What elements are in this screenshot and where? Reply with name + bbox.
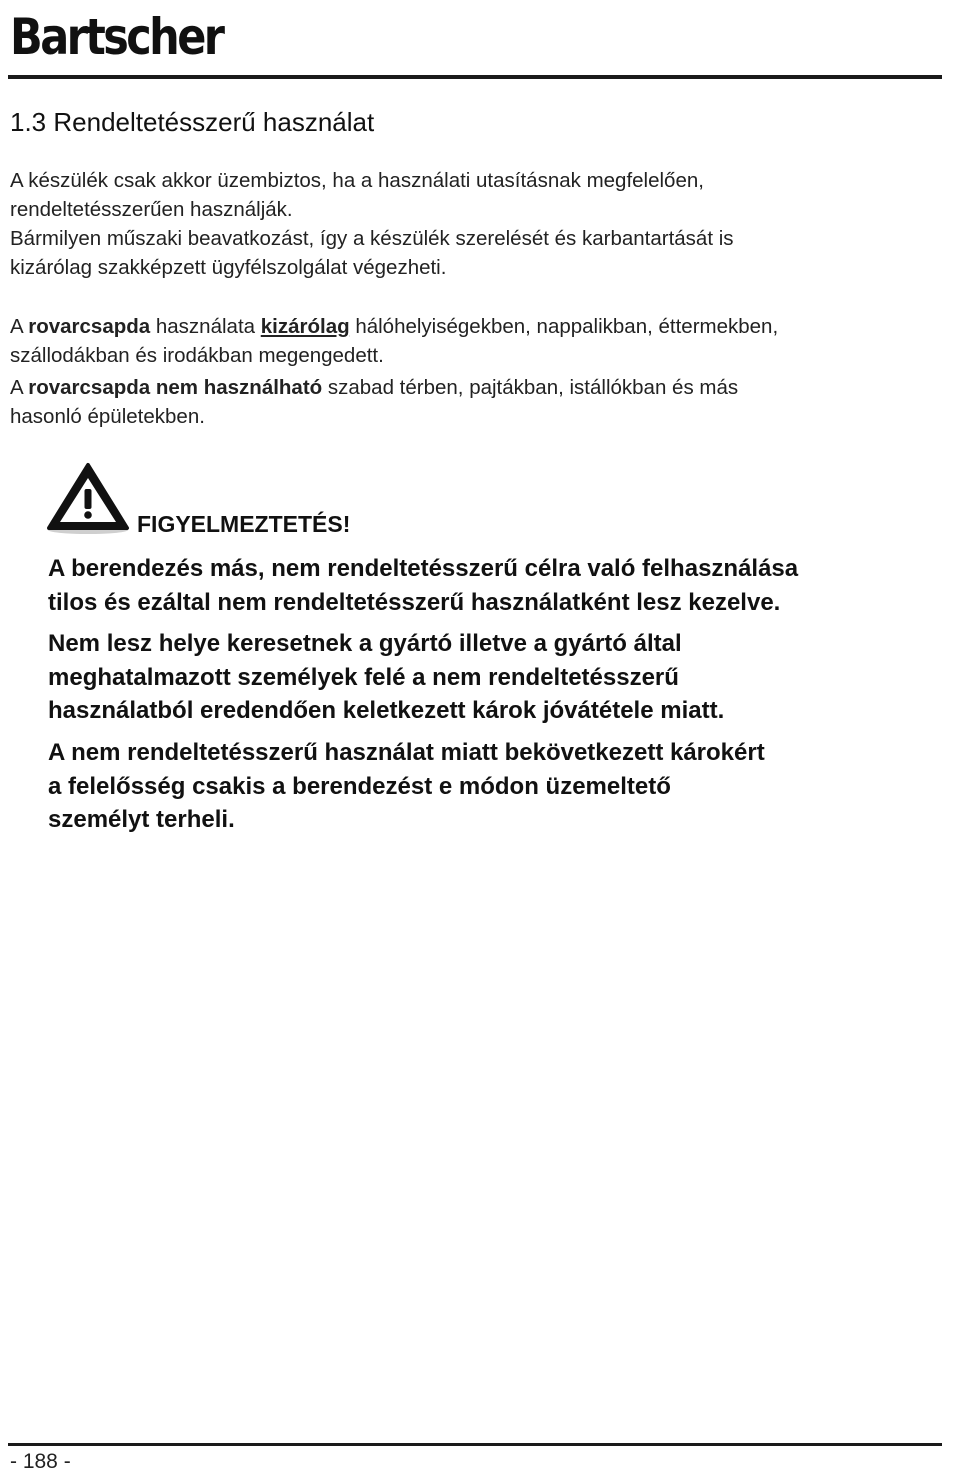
product-name: rovarcsapda — [28, 315, 151, 338]
warning-title: FIGYELMEZTETÉS! — [137, 511, 351, 537]
text-line: A nem rendeltetésszerű használat miatt bekövetkezett károkért — [48, 739, 765, 766]
text-line: meghatalmazott személyek felé a nem rendeltetésszerű — [48, 663, 679, 691]
text-run: A — [10, 315, 29, 338]
warning-paragraph-claims — [48, 627, 953, 728]
prohibited-use-paragraph — [10, 373, 930, 431]
text-line: kizárólag szakképzett ügyfélszolgálat végezheti. — [10, 256, 447, 279]
permitted-use-paragraph — [10, 312, 930, 370]
header-divider — [8, 75, 942, 79]
text-run: szabad térben, pajtákban, istállókban és más — [322, 376, 739, 399]
text-line: A készülék csak akkor üzembiztos, ha a használati utasításnak megfelelően, — [10, 169, 704, 192]
text-run: A — [10, 376, 29, 399]
prohibition-emphasis: rovarcsapda nem használható — [28, 376, 323, 399]
emphasis-exclusively: kizárólag — [260, 315, 350, 338]
text-line: használatból eredendően keletkezett károk jóvátétele miatt. — [48, 697, 725, 724]
warning-paragraph-liability — [48, 736, 953, 837]
section-title: 1.3 Rendeltetésszerű használat — [10, 107, 375, 137]
footer-divider — [8, 1443, 942, 1446]
page-number: - 188 - — [10, 1450, 71, 1473]
brand-logo — [10, 2, 257, 72]
text-run: használata — [150, 315, 261, 338]
text-line: Nem lesz helye keresetnek a gyártó illetve a gyártó által — [48, 630, 682, 657]
intro-paragraph — [10, 166, 930, 282]
text-line: tilos és ezáltal nem rendeltetésszerű használatként lesz kezelve. — [48, 588, 781, 616]
text-line: hasonló épületekben. — [10, 405, 205, 428]
text-line: személyt terheli. — [48, 806, 235, 833]
text-line: A berendezés más, nem rendeltetésszerű célra való felhasználása — [48, 555, 799, 582]
logo-wordmark: Bartscher — [10, 8, 223, 66]
text-run: hálóhelyiségekben, nappalikban, éttermekben, — [349, 315, 779, 338]
warning-paragraph-misuse — [48, 552, 953, 619]
text-line: szállodákban és irodákban megengedett. — [10, 344, 384, 367]
text-line: Bármilyen műszaki beavatkozást, így a készülék szerelését és karbantartását is — [10, 227, 734, 250]
warning-triangle-icon — [46, 462, 130, 536]
text-line: a felelősség csakis a berendezést e módon üzemeltető — [48, 772, 671, 800]
text-line: rendeltetésszerűen használják. — [10, 198, 293, 221]
